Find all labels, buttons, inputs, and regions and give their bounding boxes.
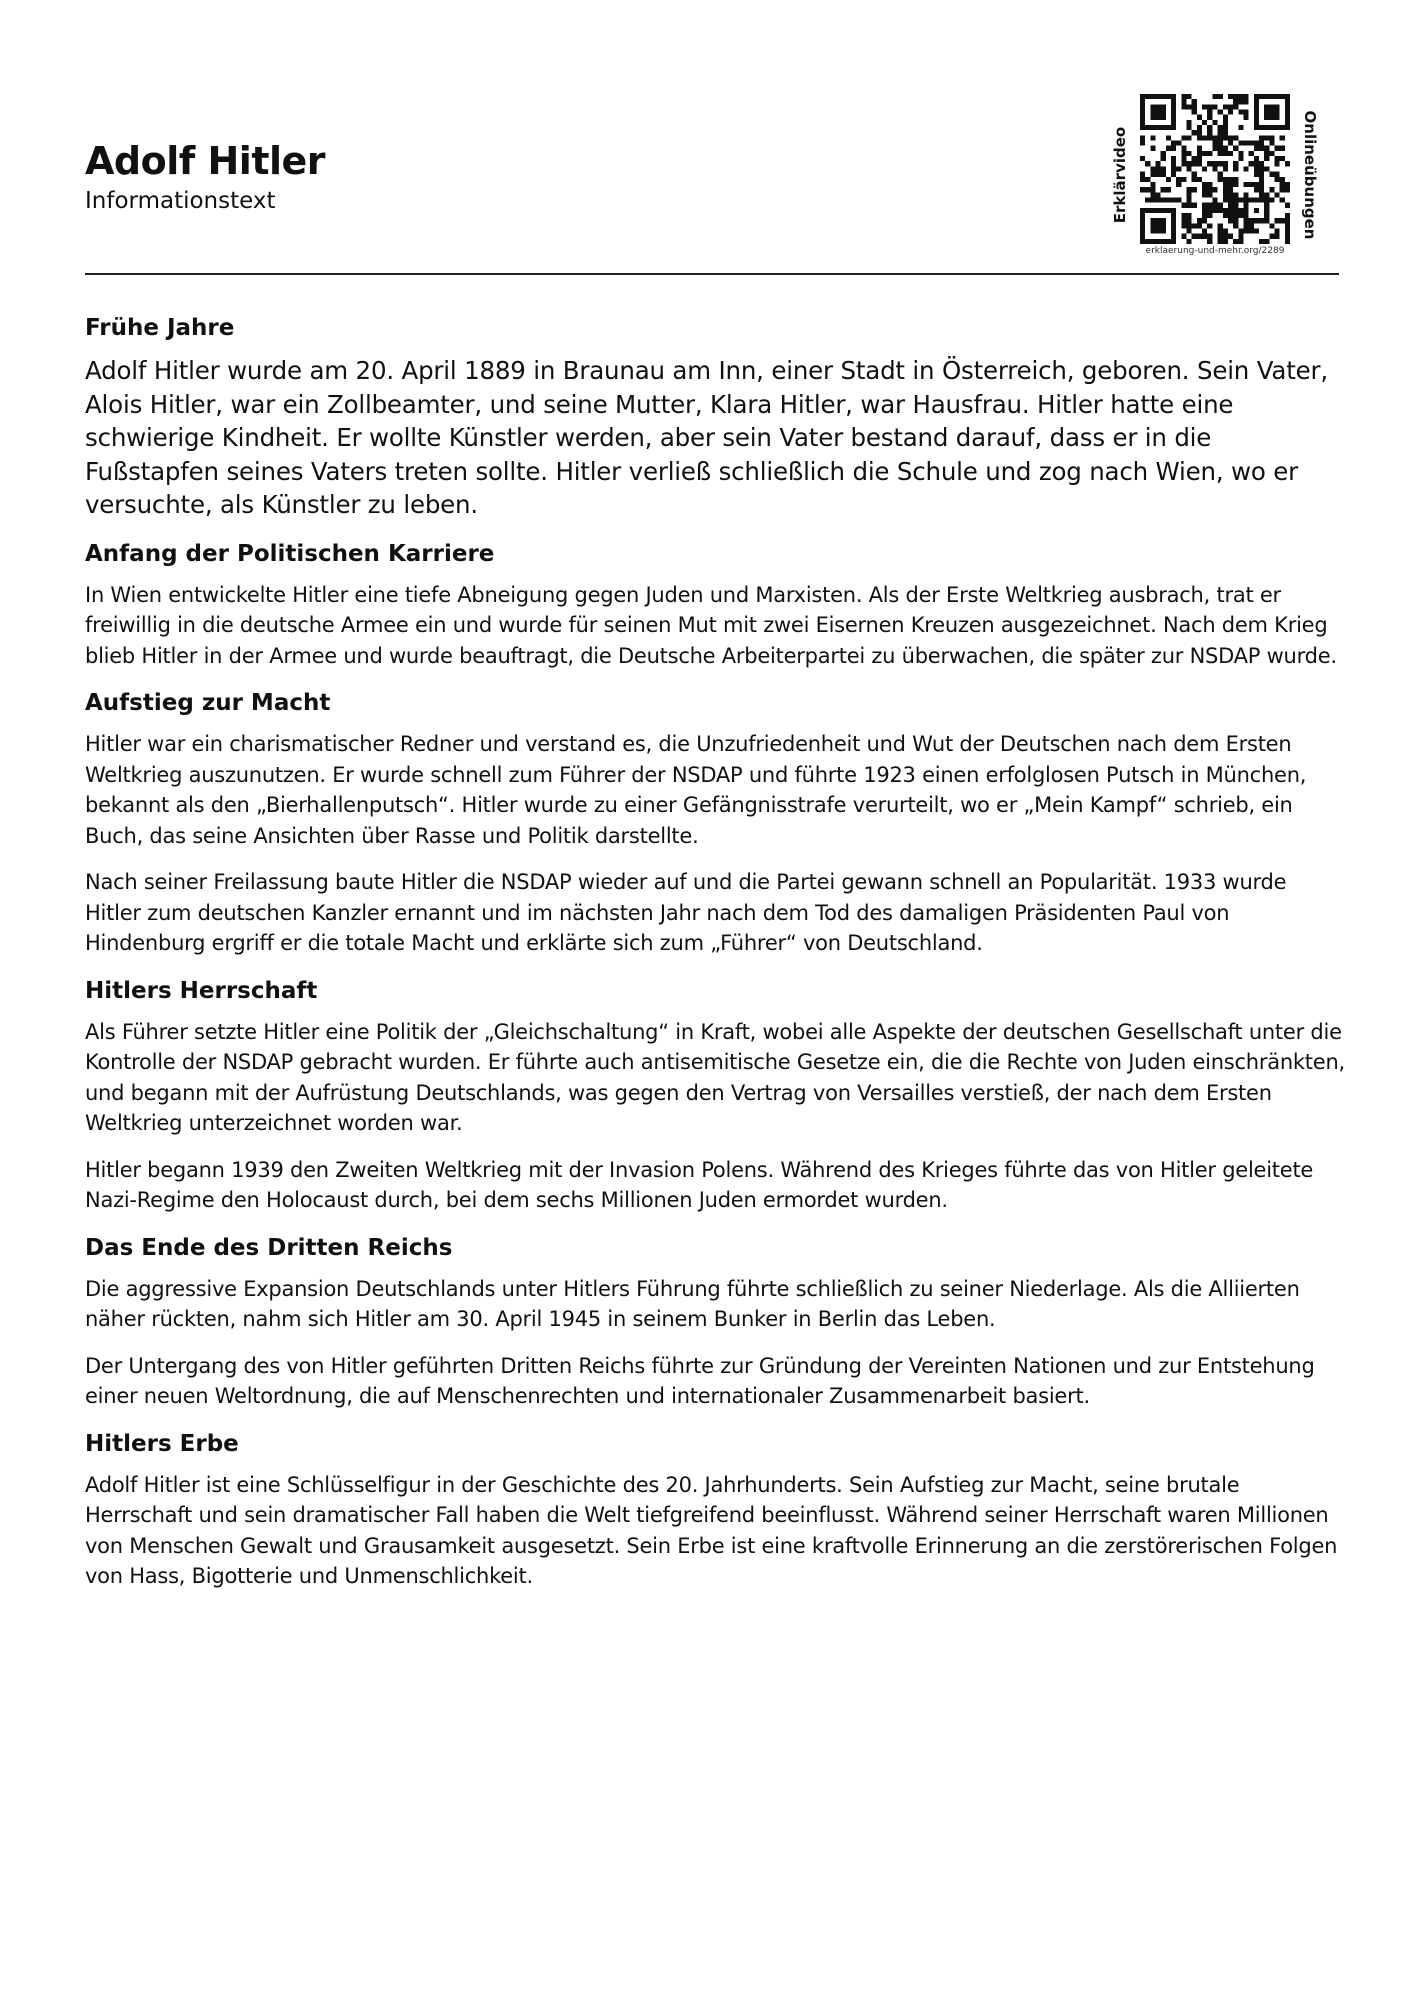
section-aufstieg bbox=[85, 687, 1345, 959]
section-ende bbox=[85, 1232, 1345, 1412]
section-heading: Das Ende des Dritten Reichs bbox=[85, 1234, 453, 1261]
page-subtitle: Informationstext bbox=[85, 188, 276, 214]
qr-label-left bbox=[1100, 90, 1140, 260]
section-heading: Anfang der Politischen Karriere bbox=[85, 540, 495, 567]
section-fruehe-jahre bbox=[85, 312, 1345, 522]
document-body bbox=[85, 312, 1345, 1608]
section-paragraph: Adolf Hitler ist eine Schlüsselfigur in der Geschichte des 20. Jahrhunderts. Sein Aufstieg zur Macht, seine brutale Herrschaft und sein dramatischer Fall haben die Welt tiefgreifend beeinflusst. Während seiner Herrschaft waren Millionen von Menschen Gewalt und Grausamkeit ausgesetzt. Sein Erbe ist eine kraftvolle Erinnerung an die zerstörerischen Folgen von Hass, Bigotterie und Unmenschlichkeit. bbox=[85, 1472, 1338, 1588]
section-paragraph: Der Untergang des von Hitler geführten Dritten Reichs führte zur Gründung der Vereinten Nationen und zur Entstehung einer neuen Weltordnung, die auf Menschenrechten und internationaler Zusammenarbeit basiert. bbox=[85, 1353, 1315, 1408]
section-heading: Hitlers Herrschaft bbox=[85, 977, 318, 1004]
qr-url: erklaerung-und-mehr.org/2289 bbox=[1145, 246, 1285, 256]
page-title: Adolf Hitler bbox=[85, 139, 326, 183]
section-politische-karriere bbox=[85, 538, 1345, 672]
section-heading: Hitlers Erbe bbox=[85, 1430, 239, 1457]
section-paragraph: Als Führer setzte Hitler eine Politik der „Gleichschaltung“ in Kraft, wobei alle Aspekte der deutschen Gesellschaft unter die Kontrolle der NSDAP gebracht wurden. Er führte auch antisemitische Gesetze ein, die die Rechte von Juden einschränkten, und begann mit der Aufrüstung Deutschlands, was gegen den Vertrag von Versailles verstieß, der nach dem Ersten Weltkrieg unterzeichnet worden war. bbox=[85, 1019, 1345, 1135]
qr-label-right bbox=[1290, 90, 1330, 260]
qr-code-icon[interactable] bbox=[1140, 94, 1290, 244]
section-paragraph: Adolf Hitler wurde am 20. April 1889 in Braunau am Inn, einer Stadt in Österreich, geboren. Sein Vater, Alois Hitler, war ein Zollbeamter, und seine Mutter, Klara Hitler, war Hausfrau. Hitler hatte eine schwierige Kindheit. Er wollte Künstler werden, aber sein Vater bestand darauf, dass er in die Fußstapfen seines Vaters treten sollte. Hitler verließ schließlich die Schule und zog nach Wien, wo er versuchte, als Künstler zu leben. bbox=[85, 356, 1328, 519]
section-paragraph: Die aggressive Expansion Deutschlands unter Hitlers Führung führte schließlich zu seiner Niederlage. Als die Alliierten näher rückten, nahm sich Hitler am 30. April 1945 in seinem Bunker in Berlin das Leben. bbox=[85, 1276, 1300, 1331]
page-header bbox=[85, 138, 885, 216]
section-paragraph: In Wien entwickelte Hitler eine tiefe Abneigung gegen Juden und Marxisten. Als der Erste Weltkrieg ausbrach, trat er freiwillig in die deutsche Armee ein und wurde für seinen Mut mit zwei Eisernen Kreuzen ausgezeichnet. Nach dem Krieg blieb Hitler in der Armee und wurde beauftragt, die Deutsche Arbeiterpartei zu überwachen, die später zur NSDAP wurde. bbox=[85, 582, 1337, 668]
qr-block bbox=[1100, 90, 1330, 265]
section-erbe bbox=[85, 1428, 1345, 1592]
section-heading: Aufstieg zur Macht bbox=[85, 690, 331, 716]
header-divider bbox=[85, 273, 1339, 275]
qr-label-video: Erklärvideo bbox=[1111, 126, 1129, 224]
section-heading: Frühe Jahre bbox=[85, 315, 235, 341]
section-paragraph: Hitler war ein charismatischer Redner und verstand es, die Unzufriedenheit und Wut der Deutschen nach dem Ersten Weltkrieg auszunutzen. Er wurde schnell zum Führer der NSDAP und führte 1923 einen erfolglosen Putsch in München, bekannt als den „Bierhallenputsch“. Hitler wurde zu einer Gefängnisstrafe verurteilt, wo er „Mein Kampf“ schrieb, ein Buch, das seine Ansichten über Rasse und Politik darstellte. bbox=[85, 732, 1307, 848]
section-paragraph: Nach seiner Freilassung baute Hitler die NSDAP wieder auf und die Partei gewann schnell an Popularität. 1933 wurde Hitler zum deutschen Kanzler ernannt und im nächsten Jahr nach dem Tod des damaligen Präsidenten Paul von Hindenburg ergriff er die totale Macht und erklärte sich zum „Führer“ von Deutschland. bbox=[85, 870, 1287, 955]
section-paragraph: Hitler begann 1939 den Zweiten Weltkrieg mit der Invasion Polens. Während des Krieges führte das von Hitler geleitete Nazi-Regime den Holocaust durch, bei dem sechs Millionen Juden ermordet wurden. bbox=[85, 1157, 1314, 1212]
qr-label-exercises: Onlineübungen bbox=[1301, 110, 1319, 240]
section-herrschaft bbox=[85, 975, 1345, 1216]
